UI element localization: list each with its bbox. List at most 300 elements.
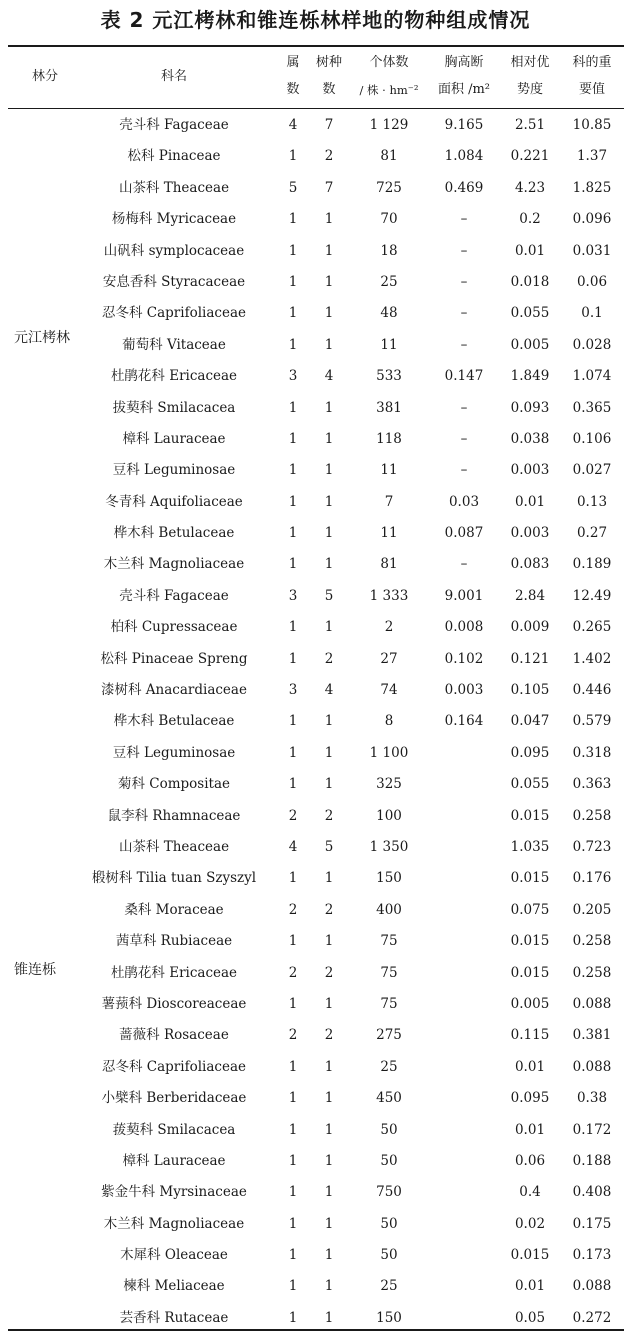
cell-species: 7 (324, 179, 334, 196)
cell-species: 1 (324, 1152, 334, 1169)
cell-importance: 0.027 (572, 462, 612, 479)
cell-individuals: 1 100 (369, 744, 409, 761)
table-row (0, 330, 631, 361)
cell-dominance: 0.06 (514, 1152, 546, 1169)
cell-dominance: 0.083 (510, 556, 550, 573)
cell-species: 1 (324, 430, 334, 447)
table-row (0, 361, 631, 392)
table-row (0, 1083, 631, 1114)
cell-genera: 3 (288, 368, 298, 385)
cell-dominance: 0.055 (510, 776, 550, 793)
table-row (0, 769, 631, 800)
cell-individuals: 11 (380, 336, 398, 353)
cell-individuals: 48 (380, 305, 398, 322)
cell-genera: 1 (288, 336, 298, 353)
cell-individuals: 81 (380, 148, 398, 165)
cell-genera: 1 (288, 619, 298, 636)
table-row (0, 298, 631, 329)
cell-individuals: 25 (380, 1278, 398, 1295)
cell-dominance: 0.093 (510, 399, 550, 416)
cell-basal-area: – (460, 399, 468, 416)
cell-species: 1 (324, 713, 334, 730)
cell-species: 1 (324, 1058, 334, 1075)
cell-basal-area: – (460, 462, 468, 479)
cell-individuals: 1 129 (369, 117, 409, 133)
cell-genera: 1 (288, 462, 298, 479)
cell-species: 1 (324, 336, 334, 353)
cell-individuals: 533 (376, 368, 402, 385)
cell-importance: 0.176 (572, 870, 612, 887)
table-row (0, 863, 631, 894)
cell-dominance: 0.095 (510, 744, 550, 761)
cell-species: 5 (324, 587, 334, 604)
cell-importance: 0.446 (572, 682, 612, 699)
table-row (0, 1052, 631, 1083)
cell-dominance: 0.009 (510, 619, 550, 636)
cell-importance: 0.381 (572, 1027, 612, 1044)
cell-basal-area: 9.001 (444, 587, 484, 604)
cell-importance: 0.1 (581, 305, 603, 322)
header-family: 科名 (160, 69, 187, 84)
cell-basal-area: – (460, 211, 468, 228)
table-row (0, 675, 631, 706)
cell-basal-area: – (460, 305, 468, 322)
cell-individuals: 725 (376, 179, 402, 196)
cell-individuals: 11 (380, 525, 398, 542)
table-row (0, 267, 631, 298)
cell-dominance: 0.003 (510, 462, 550, 479)
cell-importance: 0.365 (572, 399, 612, 416)
cell-individuals: 118 (376, 430, 402, 447)
cell-genera: 1 (288, 1090, 298, 1107)
cell-family: 菊科 Compositae (117, 776, 231, 793)
cell-genera: 1 (288, 305, 298, 322)
cell-individuals: 50 (380, 1152, 398, 1169)
cell-dominance: 0.105 (510, 682, 550, 699)
table-row (0, 706, 631, 737)
cell-dominance: 2.51 (514, 117, 546, 133)
cell-genera: 4 (288, 838, 298, 855)
cell-family: 楝科 Meliaceae (123, 1278, 225, 1295)
table-row (0, 1146, 631, 1177)
cell-dominance: 0.095 (510, 1090, 550, 1107)
cell-individuals: 1 350 (369, 838, 409, 855)
cell-species: 1 (324, 493, 334, 510)
cell-species: 1 (324, 995, 334, 1012)
cell-individuals: 381 (376, 399, 402, 416)
cell-genera: 1 (288, 273, 298, 290)
cell-dominance: 0.2 (519, 211, 541, 228)
cell-genera: 1 (288, 242, 298, 259)
cell-family: 拔葜科 Smilacacea (112, 399, 236, 416)
table-row (0, 926, 631, 957)
cell-species: 4 (324, 682, 334, 699)
cell-importance: 0.088 (572, 1278, 612, 1295)
cell-basal-area: 0.102 (444, 650, 484, 667)
cell-species: 1 (324, 305, 334, 322)
cell-family: 安息香科 Styracaceae (102, 273, 246, 290)
cell-dominance: 0.01 (514, 1058, 546, 1075)
cell-genera: 2 (288, 901, 298, 918)
table-row (0, 738, 631, 769)
cell-family: 紫金牛科 Myrsinaceae (101, 1184, 247, 1201)
cell-dominance: 0.02 (514, 1215, 546, 1232)
cell-dominance: 0.121 (510, 650, 550, 667)
cell-family: 鼠李科 Rhamnaceae (107, 807, 241, 824)
cell-importance: 1.37 (576, 148, 608, 165)
cell-family: 杜鹃花科 Ericaceae (110, 964, 238, 981)
cell-genera: 1 (288, 776, 298, 793)
cell-dominance: 0.005 (510, 336, 550, 353)
cell-importance: 0.173 (572, 1247, 612, 1264)
table-row (0, 549, 631, 580)
cell-species: 2 (324, 148, 334, 165)
cell-importance: 0.258 (572, 964, 612, 981)
header-basal-area: 胸高断 面积 /m² (437, 55, 491, 97)
cell-importance: 0.265 (572, 619, 612, 636)
cell-individuals: 8 (384, 713, 394, 730)
cell-family: 樟科 Lauraceae (122, 430, 226, 447)
cell-dominance: 4.23 (514, 179, 546, 196)
cell-genera: 1 (288, 1278, 298, 1295)
cell-individuals: 750 (376, 1184, 402, 1201)
cell-genera: 1 (288, 211, 298, 228)
table-row (0, 832, 631, 863)
cell-dominance: 0.01 (514, 1121, 546, 1138)
cell-genera: 1 (288, 1309, 298, 1326)
cell-family: 葡萄科 Vitaceae (122, 336, 226, 353)
cell-genera: 1 (288, 399, 298, 416)
cell-species: 1 (324, 933, 334, 950)
cell-dominance: 0.05 (514, 1309, 546, 1326)
table-row (0, 393, 631, 424)
cell-individuals: 150 (376, 870, 402, 887)
cell-genera: 1 (288, 1215, 298, 1232)
cell-species: 7 (324, 117, 334, 133)
cell-individuals: 275 (376, 1027, 402, 1044)
table-row (0, 895, 631, 926)
cell-dominance: 0.005 (510, 995, 550, 1012)
cell-family: 木兰科 Magnoliaceae (103, 556, 245, 573)
cell-importance: 0.318 (572, 744, 612, 761)
table-row (0, 204, 631, 235)
cell-importance: 0.096 (572, 211, 612, 228)
cell-family: 椴树科 Tilia tuan Szyszyl (91, 870, 257, 887)
cell-genera: 1 (288, 1121, 298, 1138)
table-row (0, 424, 631, 455)
cell-family: 蔷薇科 Rosaceae (119, 1027, 229, 1044)
table-row (0, 518, 631, 549)
cell-family: 芸香科 Rutaceae (119, 1309, 229, 1326)
cell-individuals: 25 (380, 1058, 398, 1075)
cell-genera: 1 (288, 933, 298, 950)
cell-genera: 1 (288, 148, 298, 165)
cell-genera: 2 (288, 807, 298, 824)
table-row (0, 1115, 631, 1146)
cell-dominance: 0.01 (514, 1278, 546, 1295)
cell-basal-area: 0.087 (444, 525, 484, 542)
cell-individuals: 100 (376, 807, 402, 824)
table-row (0, 1271, 631, 1302)
cell-importance: 1.074 (572, 368, 612, 385)
cell-importance: 0.031 (572, 242, 612, 259)
table-row (0, 644, 631, 675)
cell-dominance: 2.84 (514, 587, 546, 604)
cell-individuals: 50 (380, 1121, 398, 1138)
cell-individuals: 81 (380, 556, 398, 573)
cell-dominance: 0.018 (510, 273, 550, 290)
cell-importance: 0.088 (572, 1058, 612, 1075)
cell-importance: 0.38 (576, 1090, 608, 1107)
cell-family: 漆树科 Anacardiaceae (101, 682, 247, 699)
cell-genera: 1 (288, 1247, 298, 1264)
cell-genera: 1 (288, 430, 298, 447)
cell-individuals: 7 (384, 493, 394, 510)
cell-species: 1 (324, 556, 334, 573)
cell-importance: 0.028 (572, 336, 612, 353)
cell-importance: 0.579 (572, 713, 612, 730)
cell-species: 2 (324, 650, 334, 667)
cell-importance: 0.258 (572, 933, 612, 950)
cell-family: 冬青科 Aquifoliaceae (105, 493, 243, 510)
cell-genera: 1 (288, 525, 298, 542)
cell-importance: 0.175 (572, 1215, 612, 1232)
cell-dominance: 0.055 (510, 305, 550, 322)
cell-species: 1 (324, 273, 334, 290)
cell-basal-area: – (460, 242, 468, 259)
header-genera: 属 数 (286, 55, 300, 97)
cell-genera: 2 (288, 964, 298, 981)
cell-importance: 0.723 (572, 838, 612, 855)
cell-species: 1 (324, 399, 334, 416)
cell-species: 1 (324, 1090, 334, 1107)
cell-species: 1 (324, 1247, 334, 1264)
cell-genera: 1 (288, 1058, 298, 1075)
table-row (0, 989, 631, 1020)
cell-individuals: 1 333 (369, 587, 409, 604)
table-row (0, 1177, 631, 1208)
cell-dominance: 0.075 (510, 901, 550, 918)
cell-individuals: 450 (376, 1090, 402, 1107)
group-label-yuanjiang: 元江栲林 (14, 330, 70, 346)
cell-basal-area: – (460, 430, 468, 447)
cell-individuals: 18 (380, 242, 398, 259)
cell-importance: 0.205 (572, 901, 612, 918)
cell-species: 2 (324, 1027, 334, 1044)
cell-importance: 0.258 (572, 807, 612, 824)
cell-species: 1 (324, 1184, 334, 1201)
cell-family: 忍冬科 Caprifoliaceae (102, 1058, 246, 1075)
cell-dominance: 0.015 (510, 1247, 550, 1264)
cell-genera: 3 (288, 587, 298, 604)
cell-species: 1 (324, 211, 334, 228)
cell-individuals: 75 (380, 995, 398, 1012)
table-row (0, 1240, 631, 1271)
cell-family: 豆科 Leguminosae (112, 744, 236, 761)
cell-dominance: 1.035 (510, 838, 550, 855)
cell-family: 木兰科 Magnoliaceae (103, 1215, 245, 1232)
cell-species: 1 (324, 1309, 334, 1326)
cell-importance: 0.408 (572, 1184, 612, 1201)
cell-basal-area: 0.03 (448, 493, 480, 510)
cell-species: 1 (324, 462, 334, 479)
cell-importance: 1.825 (572, 179, 612, 196)
cell-dominance: 0.047 (510, 713, 550, 730)
cell-importance: 1.402 (572, 650, 612, 667)
cell-dominance: 0.221 (510, 148, 550, 165)
cell-family: 木犀科 Oleaceae (120, 1247, 228, 1264)
cell-individuals: 11 (380, 462, 398, 479)
cell-basal-area: – (460, 273, 468, 290)
cell-family: 壳斗科 Fagaceae (119, 587, 229, 604)
cell-species: 1 (324, 744, 334, 761)
cell-importance: 0.188 (572, 1152, 612, 1169)
cell-genera: 4 (288, 117, 298, 133)
cell-basal-area: 9.165 (444, 117, 484, 133)
cell-individuals: 70 (380, 211, 398, 228)
cell-basal-area: 0.003 (444, 682, 484, 699)
cell-individuals: 75 (380, 964, 398, 981)
cell-basal-area: – (460, 336, 468, 353)
cell-basal-area: 0.469 (444, 179, 484, 196)
cell-family: 山茶科 Theaceae (118, 838, 230, 855)
cell-importance: 12.49 (572, 587, 612, 604)
cell-basal-area: 0.164 (444, 713, 484, 730)
table-row (0, 581, 631, 612)
group-label-zhuilianli: 锥连栎 (14, 962, 56, 978)
table-body (0, 110, 631, 1334)
cell-dominance: 0.01 (514, 493, 546, 510)
cell-genera: 1 (288, 995, 298, 1012)
cell-importance: 0.172 (572, 1121, 612, 1138)
table-row (0, 455, 631, 486)
cell-species: 2 (324, 964, 334, 981)
cell-basal-area: 0.147 (444, 368, 484, 385)
cell-individuals: 50 (380, 1215, 398, 1232)
header-species: 树种 数 (315, 55, 342, 97)
cell-individuals: 400 (376, 901, 402, 918)
table-row (0, 1020, 631, 1051)
cell-importance: 0.106 (572, 430, 612, 447)
cell-species: 1 (324, 242, 334, 259)
header-individuals: 个体数 / 株 · hm⁻² (359, 55, 419, 97)
cell-family: 樟科 Lauraceae (122, 1152, 226, 1169)
table-row (0, 110, 631, 141)
table-row (0, 141, 631, 172)
cell-species: 1 (324, 619, 334, 636)
cell-importance: 0.13 (576, 493, 608, 510)
cell-genera: 1 (288, 870, 298, 887)
cell-genera: 1 (288, 1152, 298, 1169)
cell-dominance: 0.038 (510, 430, 550, 447)
cell-individuals: 325 (376, 776, 402, 793)
cell-basal-area: 1.084 (444, 148, 484, 165)
cell-family: 壳斗科 Fagaceae (119, 117, 229, 133)
cell-dominance: 0.015 (510, 933, 550, 950)
cell-dominance: 0.015 (510, 870, 550, 887)
table-row (0, 801, 631, 832)
cell-species: 4 (324, 368, 334, 385)
cell-family: 杨梅科 Myricaceae (111, 211, 237, 228)
cell-individuals: 25 (380, 273, 398, 290)
cell-species: 2 (324, 807, 334, 824)
header-dominance: 相对优 势度 (510, 55, 550, 97)
cell-importance: 0.27 (576, 525, 608, 542)
cell-genera: 5 (288, 179, 298, 196)
cell-family: 小檗科 Berberidaceae (101, 1090, 247, 1107)
cell-genera: 3 (288, 682, 298, 699)
cell-species: 5 (324, 838, 334, 855)
cell-individuals: 75 (380, 933, 398, 950)
table-row (0, 958, 631, 989)
cell-dominance: 0.4 (519, 1184, 541, 1201)
cell-family: 松科 Pinaceae Spreng (100, 650, 248, 667)
cell-importance: 0.088 (572, 995, 612, 1012)
cell-importance: 10.85 (572, 117, 612, 133)
cell-genera: 1 (288, 744, 298, 761)
cell-family: 柏科 Cupressaceae (110, 619, 238, 636)
cell-species: 2 (324, 901, 334, 918)
table-row (0, 1209, 631, 1240)
table-row (0, 236, 631, 267)
cell-dominance: 0.015 (510, 964, 550, 981)
cell-dominance: 0.01 (514, 242, 546, 259)
cell-genera: 1 (288, 650, 298, 667)
cell-genera: 1 (288, 493, 298, 510)
cell-genera: 1 (288, 713, 298, 730)
cell-family: 山矾科 symplocaceae (103, 242, 245, 259)
cell-species: 1 (324, 525, 334, 542)
cell-family: 忍冬科 Caprifoliaceae (102, 305, 246, 322)
cell-family: 薯蓣科 Dioscoreaceae (101, 995, 247, 1012)
cell-species: 1 (324, 1121, 334, 1138)
cell-individuals: 50 (380, 1247, 398, 1264)
cell-individuals: 74 (380, 682, 398, 699)
cell-family: 茜草科 Rubiaceae (115, 933, 233, 950)
cell-family: 松科 Pinaceae (127, 148, 221, 165)
cell-family: 杜鹃花科 Ericaceae (110, 368, 238, 385)
cell-family: 桑科 Moraceae (124, 901, 224, 918)
cell-basal-area: 0.008 (444, 619, 484, 636)
table-row (0, 612, 631, 643)
cell-individuals: 27 (380, 650, 398, 667)
cell-species: 1 (324, 1278, 334, 1295)
cell-basal-area: – (460, 556, 468, 573)
cell-individuals: 150 (376, 1309, 402, 1326)
cell-importance: 0.06 (576, 273, 608, 290)
cell-dominance: 0.015 (510, 807, 550, 824)
cell-genera: 1 (288, 1184, 298, 1201)
cell-importance: 0.189 (572, 556, 612, 573)
header-forest: 林分 (31, 69, 58, 84)
cell-family: 菝葜科 Smilacacea (112, 1121, 236, 1138)
cell-family: 山茶科 Theaceae (118, 179, 230, 196)
cell-family: 豆科 Leguminosae (112, 462, 236, 479)
table-row (0, 487, 631, 518)
cell-dominance: 0.115 (510, 1027, 550, 1044)
header-importance: 科的重 要值 (572, 55, 612, 97)
cell-species: 1 (324, 870, 334, 887)
cell-importance: 0.272 (572, 1309, 612, 1326)
header-rule (8, 108, 624, 109)
cell-importance: 0.363 (572, 776, 612, 793)
cell-genera: 1 (288, 556, 298, 573)
table-row (0, 173, 631, 204)
cell-species: 1 (324, 776, 334, 793)
cell-dominance: 1.849 (510, 368, 550, 385)
cell-species: 1 (324, 1215, 334, 1232)
table-title: 表 2 元江栲林和锥连栎林样地的物种组成情况 (100, 8, 531, 32)
